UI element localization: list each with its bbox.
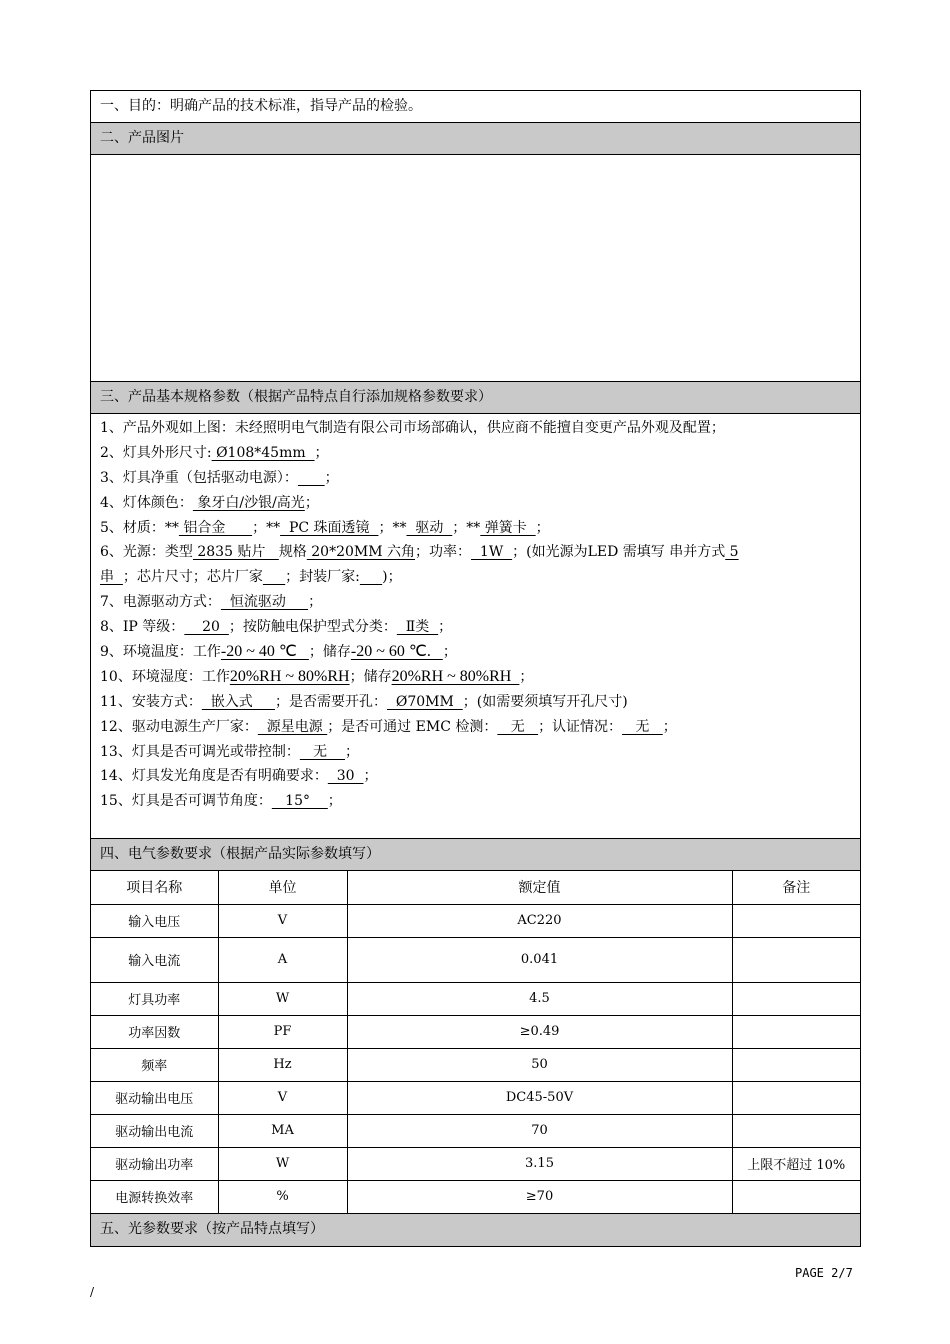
- spec-line-9: 9、环境温度：工作-20 ~ 40 ℃ ；储存-20 ~ 60 ℃. ；: [100, 643, 457, 661]
- spec-line-2: 2、灯具外形尺寸: Ø108*45mm ；: [100, 444, 329, 461]
- table-row: 灯具功率 W 4.5: [91, 982, 860, 1015]
- section-optic-title: 五、光参数要求（按产品特点填写）: [91, 1214, 860, 1246]
- spec-line-14: 14、灯具发光角度是否有明确要求： 30 ；: [100, 768, 378, 785]
- dimension-value: Ø108*45mm: [211, 444, 315, 461]
- table-row: 驱动输出电流 MA 70: [91, 1114, 860, 1147]
- header-cell: 项目名称: [91, 871, 218, 904]
- table-row: 输入电流 A 0.041: [91, 937, 860, 982]
- spec-line-13: 13、灯具是否可调光或带控制： 无 ；: [100, 743, 359, 760]
- header-cell: 备注: [732, 871, 860, 904]
- page-number: PAGE 2/7: [795, 1266, 853, 1280]
- color-value: 象牙白/沙银/高光: [192, 494, 305, 511]
- section-elec-title: 四、电气参数要求（根据产品实际参数填写）: [91, 839, 860, 871]
- table-row: 输入电压 V AC220: [91, 904, 860, 937]
- spec-line-7: 7、电源驱动方式： 恒流驱动 ；: [100, 594, 323, 611]
- table-row: 电源转换效率 % ≥70: [91, 1180, 860, 1213]
- spec-line-15: 15、灯具是否可调节角度： 15° ；: [100, 793, 342, 810]
- header-cell: 单位: [218, 871, 347, 904]
- spec-line-12: 12、驱动电源生产厂家： 源星电源 ；是否可通过 EMC 检测： 无 ；认证情况： 无 ；: [100, 718, 677, 735]
- spec-line-1: 1、产品外观如上图：未经照明电气制造有限公司市场部确认，供应商不能擅自变更产品外观及配置；: [100, 420, 725, 436]
- spec-line-6b: 串 ；芯片尺寸；芯片厂家 ；封装厂家: )；: [100, 569, 402, 586]
- product-photo-area: [91, 155, 860, 382]
- spec-sheet: [90, 90, 861, 1247]
- spec-list: [91, 414, 860, 839]
- spec-line-11: 11、安装方式： 嵌入式 ；是否需要开孔： Ø70MM ；(如需要须填写开孔尺寸): [100, 693, 628, 710]
- header-cell: 额定值: [347, 871, 732, 904]
- table-row: 功率因数 PF ≥0.49: [91, 1015, 860, 1048]
- table-header-row: [91, 871, 860, 904]
- table-row: 频率 Hz 50: [91, 1048, 860, 1081]
- spec-line-3: 3、灯具净重（包括驱动电源）： ；: [100, 469, 339, 486]
- spec-line-6: 6、光源：类型 2835 贴片 规格 20*20MM 六角；功率： 1W ；(如光源为LED 需填写 串并方式 5: [100, 544, 739, 561]
- weight-value: [298, 470, 325, 486]
- section-spec-title: 三、产品基本规格参数（根据产品特点自行添加规格参数要求）: [91, 382, 860, 414]
- section-purpose: 一、目的：明确产品的技术标准，指导产品的检验。: [91, 91, 860, 123]
- footer-mark: /: [90, 1285, 95, 1299]
- spec-line-4: 4、灯体颜色： 象牙白/沙银/高光；: [100, 494, 319, 511]
- electrical-table: [91, 871, 860, 1214]
- table-row: 驱动输出电压 V DC45-50V: [91, 1081, 860, 1114]
- spec-line-5: 5、材质：** 铝合金 ；** PC 珠面透镜 ；** 驱动 ；** 弹簧卡 ；: [100, 519, 550, 536]
- spec-line-8: 8、IP 等级： 20 ；按防触电保护型式分类： Ⅱ类 ；: [100, 619, 453, 636]
- spec-line-10: 10、环境湿度：工作20%RH ~ 80%RH；储存20%RH ~ 80%RH ；: [100, 667, 534, 685]
- section-photo-title: 二、产品图片: [91, 123, 860, 155]
- table-row: 驱动输出功率 W 3.15 上限不超过 10%: [91, 1147, 860, 1180]
